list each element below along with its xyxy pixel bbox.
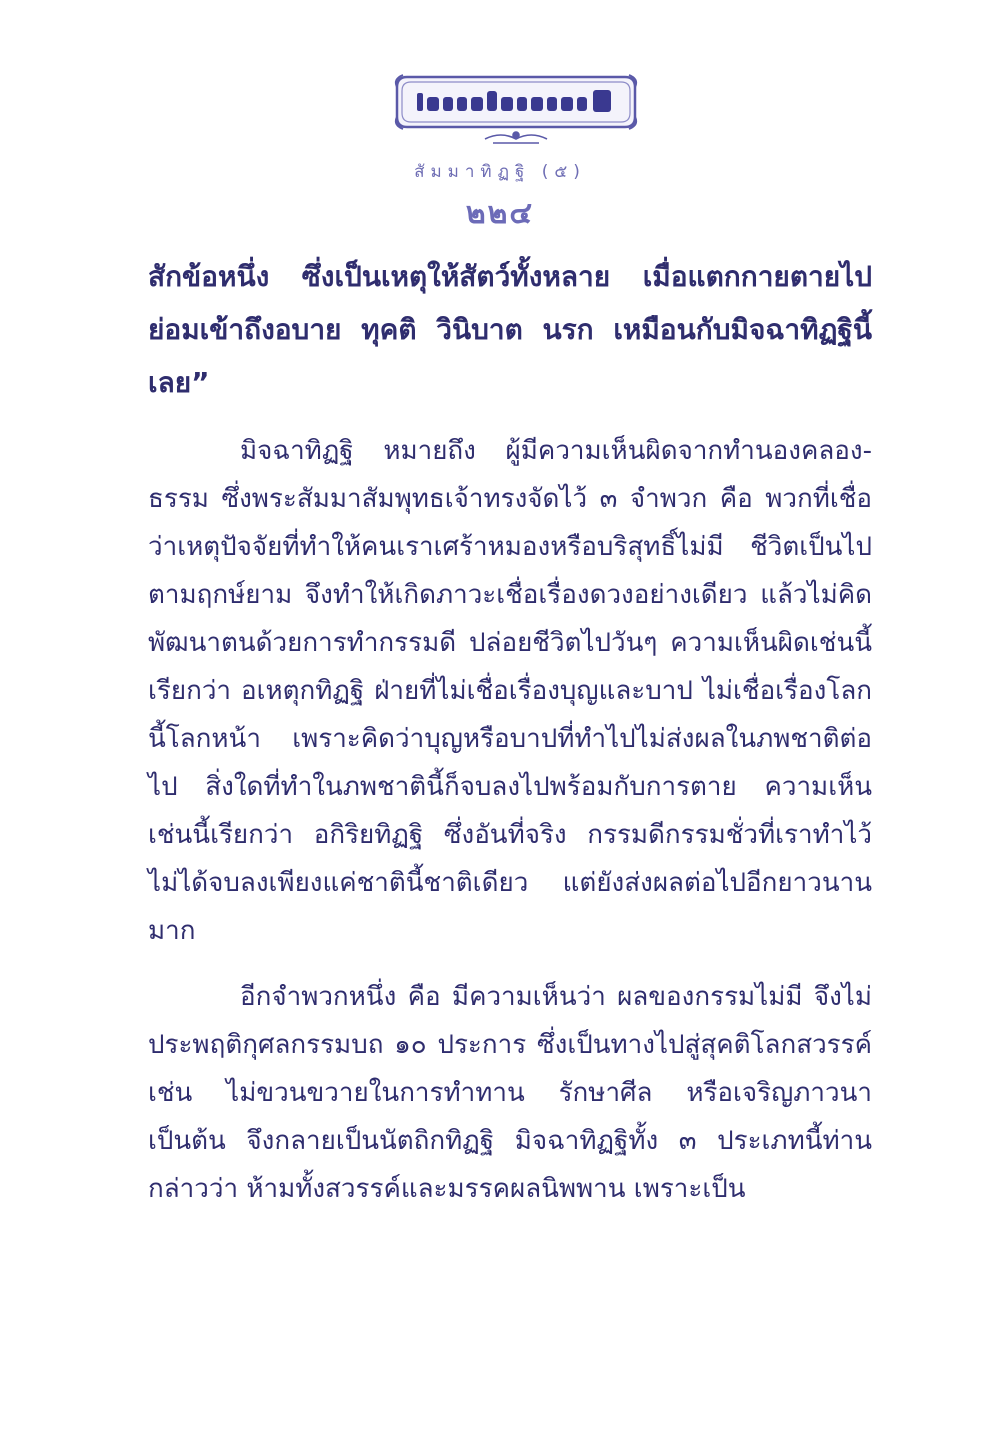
- chapter-subtitle: สัมมาทิฏฐิ (๕): [414, 162, 586, 182]
- body-paragraph: อีกจำพวกหนึ่ง คือ มีความเห็นว่า ผลของกรรมไม่มี จึงไม่ประพฤติกุศลกรรมบถ ๑๐ ประการ ซึ่งเป็นทางไปสู่สุคติโลกสวรรค์ เช่น ไม่ขวนขวายในการทำทาน รักษาศีล หรือเจริญภาวนาเป็นต้น จึงกลายเป็นนัตถิกทิฏฐิ มิจฉาทิฏฐิทั้ง ๓ ประเภทนี้ท่านกล่าวว่า ห้ามทั้งสวรรค์และมรรคผลนิพพาน เพราะเป็น: [148, 982, 872, 1204]
- publication-logo: [393, 73, 639, 151]
- body-paragraph: มิจฉาทิฏฐิ หมายถึง ผู้มีความเห็นผิดจากทำนองคลอง-ธรรม ซึ่งพระสัมมาสัมพุทธเจ้าทรงจัดไว้ ๓ จำพวก คือ พวกที่เชื่อว่าเหตุปัจจัยที่ทำให้คนเราเศร้าหมองหรือบริสุทธิ์ไม่มี ชีวิตเป็นไปตามฤกษ์ยาม จึงทำให้เกิดภาวะเชื่อเรื่องดวงอย่างเดียว แล้วไม่คิดพัฒนาตนด้วยการทำกรรมดี ปล่อยชีวิตไปวันๆ ความเห็นผิดเช่นนี้เรียกว่า อเหตุกทิฏฐิ ฝ่ายที่ไม่เชื่อเรื่องบุญและบาป ไม่เชื่อเรื่องโลกนี้โลกหน้า เพราะคิดว่าบุญหรือบาปที่ทำไปไม่ส่งผลในภพชาติต่อไป สิ่งใดที่ทำในภพชาตินี้ก็จบลงไปพร้อมกับการตาย ความเห็นเช่นนี้เรียกว่า อกิริยทิฏฐิ ซึ่งอันที่จริง กรรมดีกรรมชั่วที่เราทำไว้ ไม่ได้จบลงเพียงแค่ชาตินี้ชาติเดียว แต่ยังส่งผลต่อไปอีกยาวนานมาก: [148, 436, 872, 946]
- page-content: [148, 250, 872, 1213]
- page-number: ๒๒๔: [465, 196, 535, 231]
- logo-frame: [393, 73, 639, 151]
- quote-paragraph: สักข้อหนึ่ง ซึ่งเป็นเหตุให้สัตว์ทั้งหลาย เมื่อแตกกายตายไป ย่อมเข้าถึงอบาย ทุคติ วินิบาต นรก เหมือนกับมิจฉาทิฏฐินี้เลย”: [148, 260, 872, 399]
